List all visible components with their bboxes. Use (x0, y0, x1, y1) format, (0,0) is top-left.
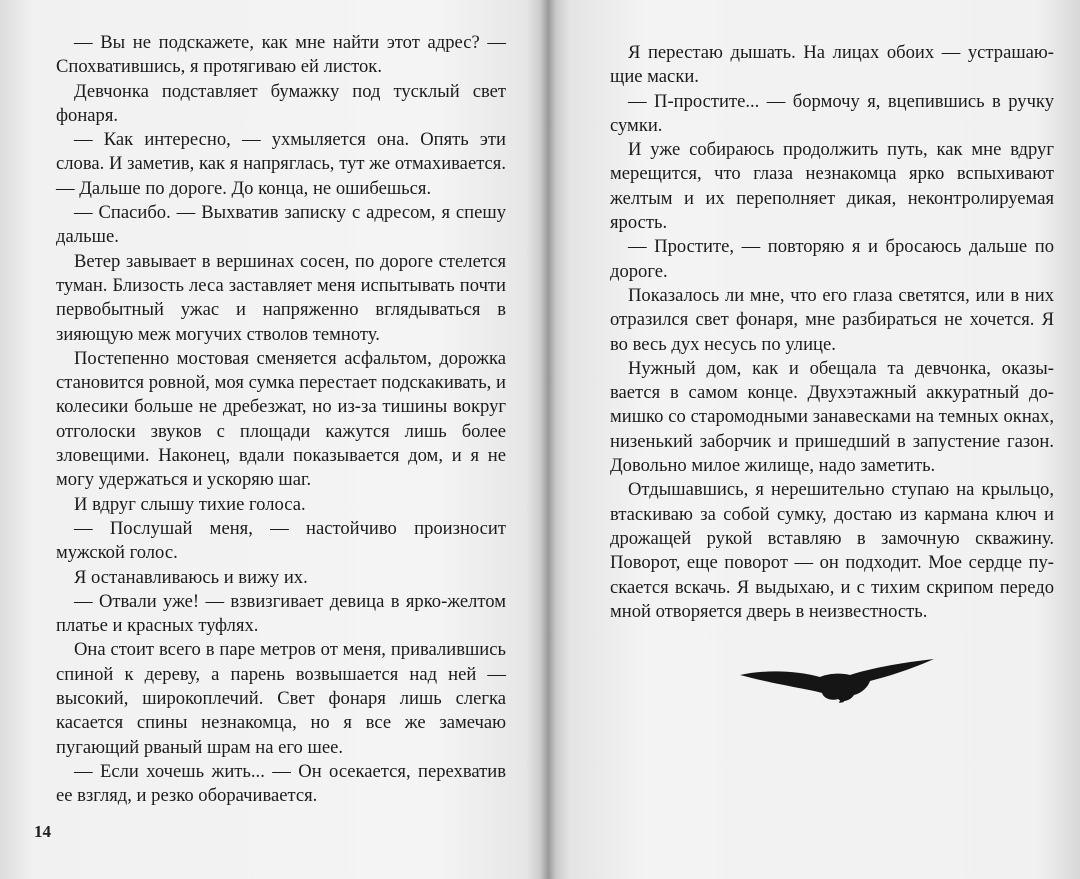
paragraph: — Если хочешь жить... — Он осекается, перехватив ее взгляд, и резко оборачивается. (56, 760, 506, 807)
crow-icon (738, 655, 938, 705)
paragraph: И уже собираюсь продолжить путь, как мне вдруг мерещится, что глаза незнакомца ярко вспыхивают желтым и их переполняет дикая, неконтролируемая ярость. (610, 139, 1054, 234)
paragraph: Отдышавшись, я нерешительно ступаю на крыльцо, втаскиваю за собой сумку, достаю из кармана ключ и дрожащей рукой вставляю в замочную скважину. Поворот, еще поворот — он подходит. Мое сердце пускается вскачь. Я выдыхаю, и с тихим скрипом передо мной отворяется дверь в неизвестность. (610, 479, 1054, 622)
paragraph: Она стоит всего в паре метров от меня, привалившись спиной к дереву, а парень возвышается над ней — высокий, широкоплечий. Свет фонаря лишь слегка касается спины незнакомца, но я все же замечаю пугающий рваный шрам на его шее. (56, 639, 506, 758)
paragraph: — Как интересно, — ухмыляется она. Опять эти слова. И заметив, как я напряглась, тут же отмахивается. — Дальше по дороге. До конца, не ошибешься. (56, 129, 506, 199)
paragraph: — Простите, — повторяю я и бросаюсь дальше по дороге. (610, 236, 1054, 282)
paragraph: Показалось ли мне, что его глаза светятся, или в них отразился свет фонаря, мне разбираться не хочется. Я во весь дух несусь по улице. (610, 284, 1054, 355)
paragraph: Девчонка подставляет бумажку под тусклый свет фонаря. (56, 80, 506, 126)
paragraph: Я перестаю дышать. На лицах обоих — устрашающие маски. (610, 42, 1054, 88)
paragraph: Ветер завывает в вершинах сосен, по дороге стелется туман. Близость леса заставляет меня испытывать почти первобытный ужас и напряженно вглядываться в зияющую меж могучих стволов темноту. (56, 250, 506, 345)
paragraph: — П-простите... — бормочу я, вцепившись в ручку сумки. (610, 90, 1054, 136)
paragraph: — Спасибо. — Выхватив записку с адресом, я спешу дальше. (56, 202, 506, 248)
paragraph: — Отвали уже! — взвизгивает девица в ярко-желтом платье и красных туфлях. (56, 590, 506, 637)
left-page-text (56, 31, 506, 809)
paragraph: Нужный дом, как и обещала та девчонка, оказывается в самом конце. Двухэтажный аккуратный домишко со старомодными занавесками на темных окнах, низенький заборчик и пришедший в запустение газон. Довольно милое жилище, надо заметить. (610, 357, 1054, 477)
book-spine (540, 0, 556, 879)
page-number: 14 (34, 822, 51, 841)
paragraph: Я останавливаюсь и вижу их. (74, 566, 308, 588)
right-page (548, 0, 1080, 879)
paragraph: — Вы не подскажете, как мне найти этот адрес? — Спохватившись, я протягиваю ей листок. (56, 32, 506, 78)
paragraph: — Послушай меня, — настойчиво произносит мужской голос. (56, 517, 506, 564)
paragraph: И вдруг слышу тихие голоса. (74, 493, 306, 515)
paragraph: Постепенно мостовая сменяется асфальтом, дорожка становится ровной, моя сумка перестает подскакивать, и колесики больше не дребезжат, но из-за тишины вокруг отголоски звуков с площади кажутся лишь более зловещими. Наконец, вдали показывается дом, и я не могу удержаться и ускоряю шаг. (56, 347, 506, 491)
right-page-text (610, 41, 1054, 624)
